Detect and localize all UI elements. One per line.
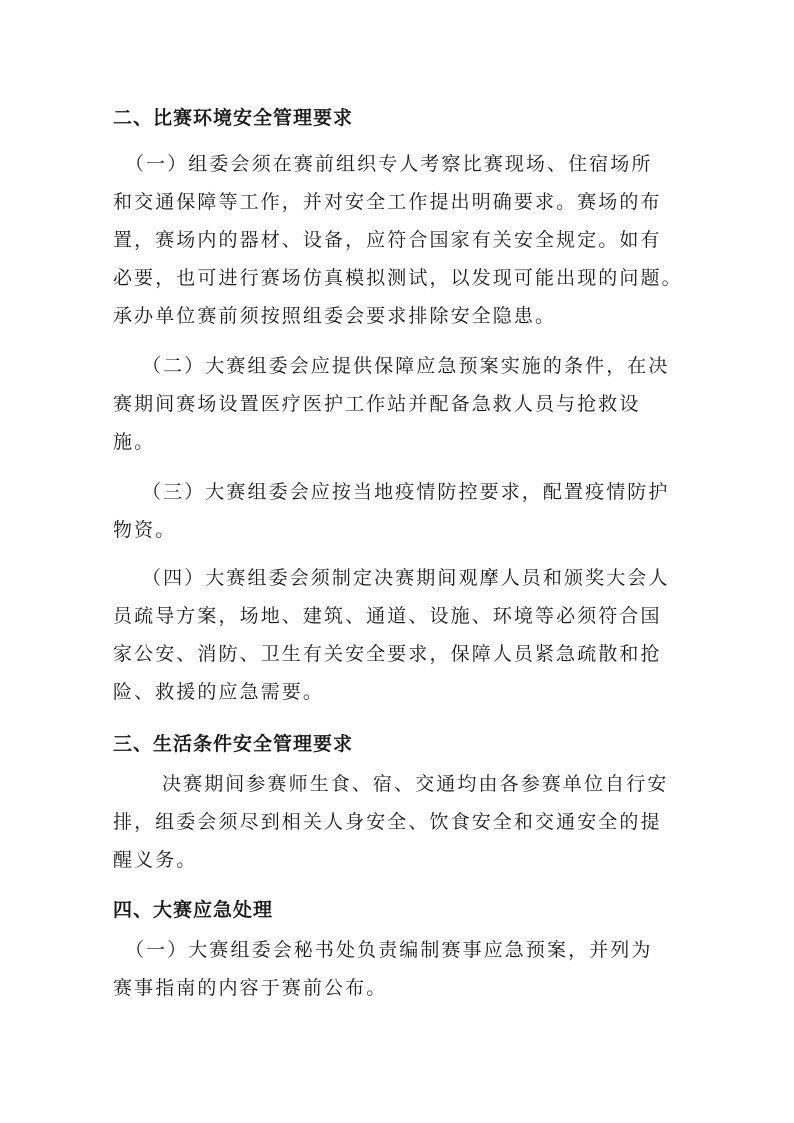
paragraph-line: 排，组委会须尽到相关人身安全、饮食安全和交通安全的提 [113, 811, 662, 833]
paragraph-line: （二）大赛组委会应提供保障应急预案实施的条件，在决 [142, 355, 670, 377]
paragraph-line: 承办单位赛前须按照组委会要求排除安全隐患。 [113, 305, 557, 327]
section-heading-living-conditions: 三、生活条件安全管理要求 [113, 733, 354, 755]
paragraph-line: 置，赛场内的器材、设备，应符合国家有关安全规定。如有 [113, 229, 662, 251]
paragraph-line: （一）大赛组委会秘书处负责编制赛事应急预案，并列为 [125, 939, 653, 961]
paragraph-line: 施。 [113, 431, 156, 453]
paragraph-line: 赛期间赛场设置医疗医护工作站并配备急救人员与抢救设 [113, 393, 641, 415]
paragraph-line: 必要，也可进行赛场仿真模拟测试，以发现可能出现的问题。 [113, 267, 683, 289]
paragraph-line: 家公安、消防、卫生有关安全要求，保障人员紧急疏散和抢 [113, 643, 662, 665]
paragraph-line: 和交通保障等工作，并对安全工作提出明确要求。赛场的布 [113, 191, 662, 213]
paragraph-line: 险、救援的应急需要。 [113, 681, 325, 703]
paragraph-line: 员疏导方案，场地、建筑、通道、设施、环境等必须符合国 [113, 605, 662, 627]
paragraph-line: （一）组委会须在赛前组织专人考察比赛现场、住宿场所 [125, 153, 653, 175]
paragraph-line: （四）大赛组委会须制定决赛期间观摩人员和颁奖大会人 [142, 567, 670, 589]
paragraph-line: 决赛期间参赛师生食、宿、交通均由各参赛单位自行安 [162, 773, 669, 795]
paragraph-line: 物资。 [113, 519, 177, 541]
paragraph-line: 醒义务。 [113, 849, 198, 871]
paragraph-line: （三）大赛组委会应按当地疫情防控要求，配置疫情防护 [142, 481, 670, 503]
section-heading-environment-safety: 二、比赛环境安全管理要求 [113, 107, 354, 129]
section-heading-emergency-handling: 四、大赛应急处理 [113, 899, 274, 921]
paragraph-line: 赛事指南的内容于赛前公布。 [113, 977, 388, 999]
